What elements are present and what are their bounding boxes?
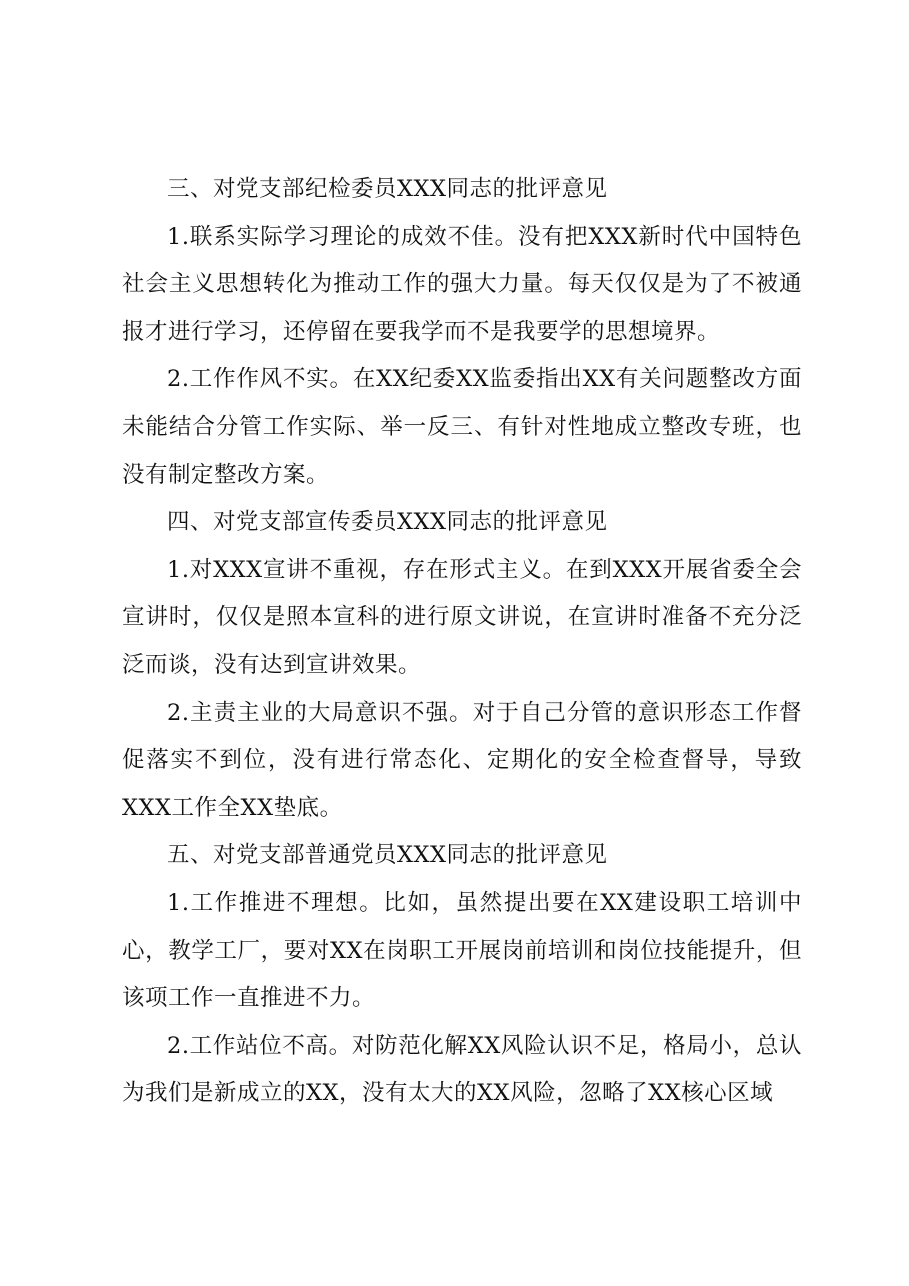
paragraph-5-2: 2.工作站位不高。对防范化解XX风险认识不足，格局小，总认为我们是新成立的XX，没有太大的XX风险，忽略了XX核心区域 xyxy=(122,1032,802,1107)
paragraph-3-2: 2.工作作风不实。在XX纪委XX监委指出XX有关问题整改方面未能结合分管工作实际、举一反三、有针对性地成立整改专班，也没有制定整改方案。 xyxy=(122,366,802,488)
section-heading-5: 五、对党支部普通党员XXX同志的批评意见 xyxy=(167,842,608,869)
paragraph-3-1: 1.联系实际学习理论的成效不佳。没有把XXX新时代中国特色社会主义思想转化为推动工作的强大力量。每天仅仅是为了不被通报才进行学习，还停留在要我学而不是我要学的思想境界。 xyxy=(122,223,802,345)
paragraph-4-1: 1.对XXX宣讲不重视，存在形式主义。在到XXX开展省委全会宣讲时，仅仅是照本宣科的进行原文讲说，在宣讲时准备不充分泛泛而谈，没有达到宣讲效果。 xyxy=(122,556,802,678)
section-heading-4: 四、对党支部宣传委员XXX同志的批评意见 xyxy=(167,509,608,536)
section-heading-3: 三、对党支部纪检委员XXX同志的批评意见 xyxy=(167,176,608,202)
document-body xyxy=(122,166,802,1118)
paragraph-4-2: 2.主责主业的大局意识不强。对于自己分管的意识形态工作督促落实不到位，没有进行常态化、定期化的安全检查督导，导致XXX工作全XX垫底。 xyxy=(122,699,802,821)
paragraph-5-1: 1.工作推进不理想。比如，虽然提出要在XX建设职工培训中心，教学工厂，要对XX在岗职工开展岗前培训和岗位技能提升，但该项工作一直推进不力。 xyxy=(122,889,802,1012)
